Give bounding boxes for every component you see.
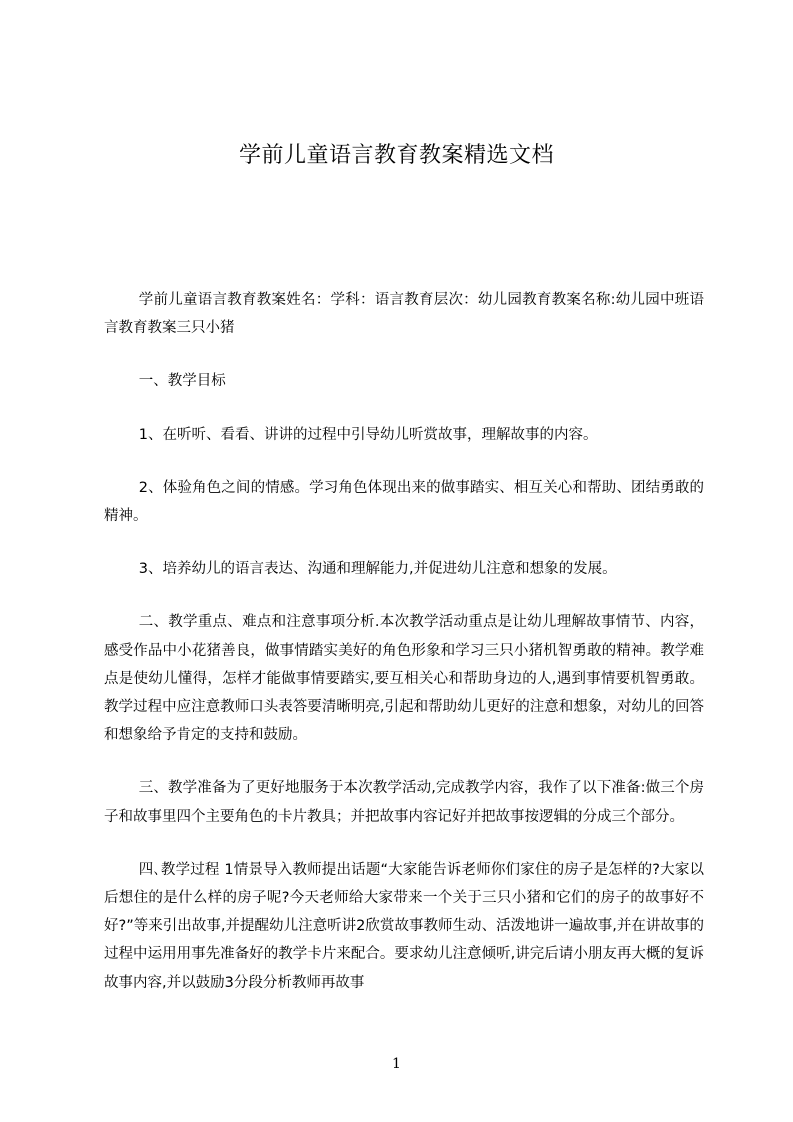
paragraph-intro: 学前儿童语言教育教案姓名：学科：语言教育层次：幼儿园教育教案名称:幼儿园中班语言教育教案三只小猪 — [104, 292, 704, 337]
paragraph-process: 四､教学过程 1情景导入教师提出话题“大家能告诉老师你们家住的房子是怎样的?大家以后想住的是什么样的房子呢?今天老师给大家带来一个关于三只小猪和它们的房子的故事好不好?”等来引出故事,并提醒幼儿注意听讲2欣赏故事教师生动、活泼地讲一遍故事,并在讲故事的过程中运用用事先准备好的教学卡片来配合。要求幼儿注意倾听,讲完后请小朋友再大概的复诉故事内容,并以鼓励3分段分析教师再故事 — [104, 861, 704, 991]
paragraph-key-points: 二、教学重点、难点和注意事项分析.本次教学活动重点是让幼儿理解故事情节、内容，感受作品中小花猪善良，做事情踏实美好的角色形象和学习三只小猪机智勇敢的精神。教学难点是使幼儿懂得，怎样才能做事情要踏实,要互相关心和帮助身边的人,遇到事情要机智勇敢。教学过程中应注意教师口头表答要清晰明亮,引起和帮助幼儿更好的注意和想象，对幼儿的回答和想象给予肯定的支持和鼓励。 — [104, 614, 704, 744]
document-title: 学前儿童语言教育教案精选文档 — [238, 143, 554, 168]
paragraph-goal-2: 2、体验角色之间的情感。学习角色体现出来的做事踏实、相互关心和帮助、团结勇敢的精神。 — [104, 479, 704, 525]
paragraph-goal-3: 3、培养幼儿的语言表达、沟通和理解能力,并促进幼儿注意和想象的发展。 — [138, 561, 617, 578]
paragraph-preparation: 三、教学准备为了更好地服务于本次教学活动,完成教学内容，我作了以下准备:做三个房子和故事里四个主要角色的卡片教具；并把故事内容记好并把故事按逻辑的分成三个部分。 — [104, 780, 704, 825]
paragraph-goal-1: 1、在听听、看看、讲讲的过程中引导幼儿听赏故事，理解故事的内容。 — [138, 426, 598, 443]
page-number: 1 — [392, 1056, 401, 1072]
heading-teaching-goals: 一、教学目标 — [138, 373, 226, 390]
document-body — [104, 286, 704, 1022]
